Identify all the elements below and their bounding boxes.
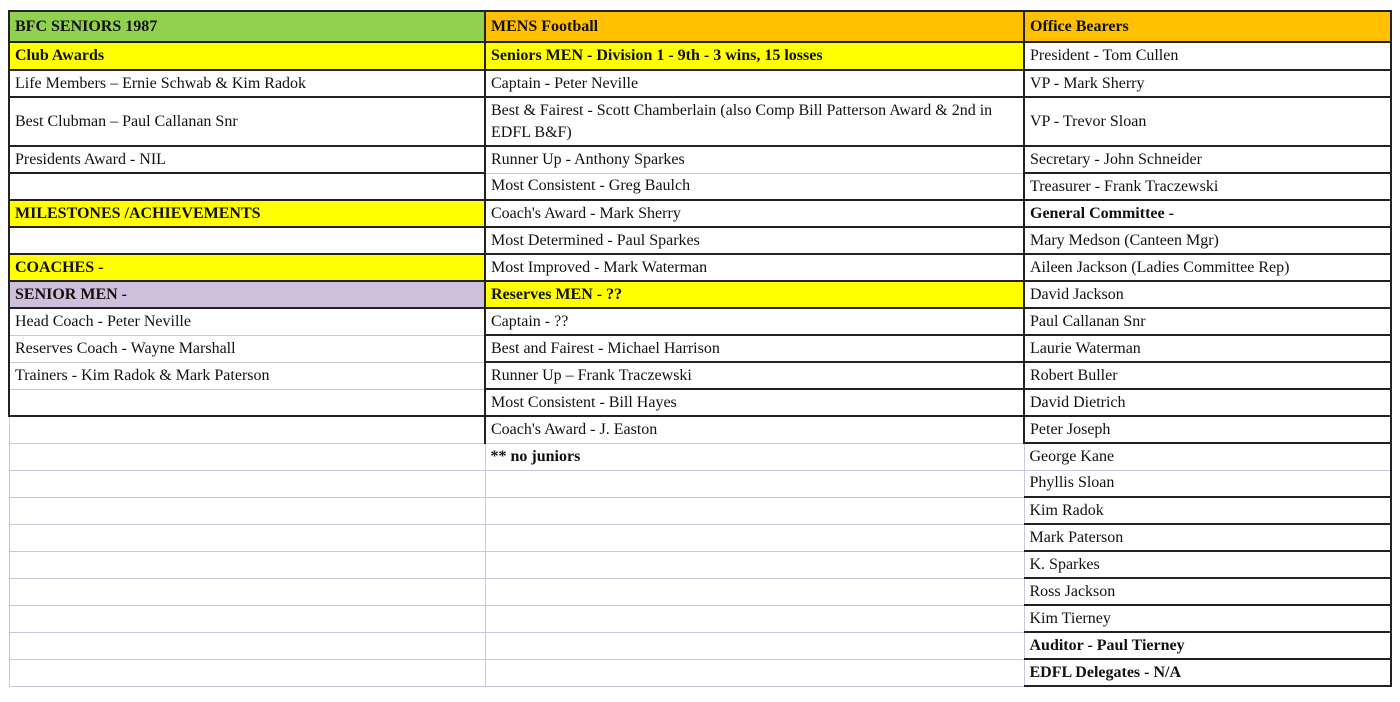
- sheet-cell-col-club[interactable]: Best Clubman – Paul Callanan Snr: [9, 97, 485, 146]
- sheet-cell-col-mens-football[interactable]: Coach's Award - J. Easton: [485, 416, 1024, 443]
- sheet-cell-col-club[interactable]: Trainers - Kim Radok & Mark Paterson: [9, 362, 485, 389]
- sheet-cell-col-club[interactable]: [9, 470, 485, 497]
- sheet-cell-col-mens-football[interactable]: [485, 551, 1024, 578]
- sheet-cell-col-club[interactable]: [9, 443, 485, 470]
- sheet-row: [9, 578, 1391, 605]
- spreadsheet-body: [9, 11, 1391, 686]
- sheet-cell-col-office-bearers[interactable]: David Jackson: [1024, 281, 1391, 308]
- sheet-cell-col-mens-football[interactable]: [485, 470, 1024, 497]
- sheet-cell-col-office-bearers[interactable]: Phyllis Sloan: [1024, 470, 1391, 497]
- sheet-cell-col-club[interactable]: [9, 605, 485, 632]
- sheet-cell-col-club[interactable]: Life Members – Ernie Schwab & Kim Radok: [9, 70, 485, 97]
- sheet-row: [9, 389, 1391, 416]
- sheet-cell-col-club[interactable]: [9, 497, 485, 524]
- sheet-cell-col-office-bearers[interactable]: Treasurer - Frank Traczewski: [1024, 173, 1391, 200]
- sheet-row: [9, 416, 1391, 443]
- sheet-row: [9, 335, 1391, 362]
- spreadsheet-table: [8, 10, 1392, 687]
- sheet-cell-col-mens-football[interactable]: Best and Fairest - Michael Harrison: [485, 335, 1024, 362]
- sheet-cell-col-mens-football[interactable]: MENS Football: [485, 11, 1024, 42]
- sheet-row: [9, 659, 1391, 686]
- sheet-cell-col-club[interactable]: [9, 389, 485, 416]
- sheet-cell-col-office-bearers[interactable]: Kim Radok: [1024, 497, 1391, 524]
- sheet-cell-col-club[interactable]: Reserves Coach - Wayne Marshall: [9, 335, 485, 362]
- sheet-row: [9, 200, 1391, 227]
- sheet-row: [9, 524, 1391, 551]
- sheet-cell-col-office-bearers[interactable]: VP - Trevor Sloan: [1024, 97, 1391, 146]
- sheet-cell-col-mens-football[interactable]: Runner Up - Anthony Sparkes: [485, 146, 1024, 173]
- sheet-cell-col-office-bearers[interactable]: David Dietrich: [1024, 389, 1391, 416]
- sheet-row: [9, 146, 1391, 173]
- sheet-row: [9, 362, 1391, 389]
- sheet-cell-col-office-bearers[interactable]: Secretary - John Schneider: [1024, 146, 1391, 173]
- sheet-row: [9, 11, 1391, 42]
- sheet-cell-col-office-bearers[interactable]: EDFL Delegates - N/A: [1024, 659, 1391, 686]
- sheet-cell-col-mens-football[interactable]: Reserves MEN - ??: [485, 281, 1024, 308]
- sheet-cell-col-office-bearers[interactable]: Laurie Waterman: [1024, 335, 1391, 362]
- sheet-cell-col-office-bearers[interactable]: K. Sparkes: [1024, 551, 1391, 578]
- sheet-cell-col-club[interactable]: [9, 632, 485, 659]
- sheet-cell-col-office-bearers[interactable]: President - Tom Cullen: [1024, 42, 1391, 70]
- sheet-cell-col-office-bearers[interactable]: Robert Buller: [1024, 362, 1391, 389]
- sheet-cell-col-club[interactable]: Club Awards: [9, 42, 485, 70]
- sheet-cell-col-office-bearers[interactable]: Mary Medson (Canteen Mgr): [1024, 227, 1391, 254]
- sheet-cell-col-club[interactable]: Head Coach - Peter Neville: [9, 308, 485, 335]
- sheet-row: [9, 42, 1391, 70]
- sheet-cell-col-club[interactable]: [9, 416, 485, 443]
- sheet-row: [9, 173, 1391, 200]
- sheet-cell-col-mens-football[interactable]: [485, 659, 1024, 686]
- sheet-cell-col-office-bearers[interactable]: General Committee -: [1024, 200, 1391, 227]
- sheet-cell-col-mens-football[interactable]: Seniors MEN - Division 1 - 9th - 3 wins, 15 losses: [485, 42, 1024, 70]
- sheet-cell-col-mens-football[interactable]: Most Improved - Mark Waterman: [485, 254, 1024, 281]
- sheet-cell-col-club[interactable]: Presidents Award - NIL: [9, 146, 485, 173]
- sheet-cell-col-office-bearers[interactable]: Ross Jackson: [1024, 578, 1391, 605]
- sheet-row: [9, 605, 1391, 632]
- sheet-cell-col-club[interactable]: SENIOR MEN -: [9, 281, 485, 308]
- sheet-cell-col-club[interactable]: BFC SENIORS 1987: [9, 11, 485, 42]
- sheet-cell-col-club[interactable]: COACHES -: [9, 254, 485, 281]
- sheet-cell-col-office-bearers[interactable]: Office Bearers: [1024, 11, 1391, 42]
- sheet-row: [9, 281, 1391, 308]
- sheet-row: [9, 632, 1391, 659]
- sheet-row: [9, 497, 1391, 524]
- sheet-cell-col-office-bearers[interactable]: Auditor - Paul Tierney: [1024, 632, 1391, 659]
- sheet-cell-col-office-bearers[interactable]: Peter Joseph: [1024, 416, 1391, 443]
- sheet-row: [9, 551, 1391, 578]
- sheet-cell-col-mens-football[interactable]: Captain - ??: [485, 308, 1024, 335]
- sheet-cell-col-club[interactable]: [9, 524, 485, 551]
- sheet-cell-col-mens-football[interactable]: Most Determined - Paul Sparkes: [485, 227, 1024, 254]
- sheet-cell-col-club[interactable]: [9, 551, 485, 578]
- sheet-cell-col-office-bearers[interactable]: Aileen Jackson (Ladies Committee Rep): [1024, 254, 1391, 281]
- sheet-cell-col-club[interactable]: [9, 173, 485, 200]
- sheet-row: [9, 254, 1391, 281]
- sheet-cell-col-club[interactable]: MILESTONES /ACHIEVEMENTS: [9, 200, 485, 227]
- sheet-cell-col-mens-football[interactable]: ** no juniors: [485, 443, 1024, 470]
- sheet-cell-col-club[interactable]: [9, 578, 485, 605]
- sheet-cell-col-mens-football[interactable]: Captain - Peter Neville: [485, 70, 1024, 97]
- sheet-cell-col-office-bearers[interactable]: Paul Callanan Snr: [1024, 308, 1391, 335]
- sheet-cell-col-office-bearers[interactable]: Mark Paterson: [1024, 524, 1391, 551]
- sheet-cell-col-mens-football[interactable]: [485, 497, 1024, 524]
- sheet-cell-col-mens-football[interactable]: Most Consistent - Bill Hayes: [485, 389, 1024, 416]
- sheet-cell-col-mens-football[interactable]: [485, 578, 1024, 605]
- sheet-cell-col-club[interactable]: [9, 659, 485, 686]
- sheet-cell-col-office-bearers[interactable]: Kim Tierney: [1024, 605, 1391, 632]
- sheet-row: [9, 470, 1391, 497]
- sheet-row: [9, 308, 1391, 335]
- sheet-row: [9, 70, 1391, 97]
- sheet-cell-col-mens-football[interactable]: Coach's Award - Mark Sherry: [485, 200, 1024, 227]
- sheet-cell-col-club[interactable]: [9, 227, 485, 254]
- sheet-cell-col-mens-football[interactable]: Best & Fairest - Scott Chamberlain (also Comp Bill Patterson Award & 2nd in EDFL B&F): [485, 97, 1024, 146]
- sheet-cell-col-mens-football[interactable]: [485, 632, 1024, 659]
- sheet-cell-col-mens-football[interactable]: [485, 524, 1024, 551]
- sheet-cell-col-office-bearers[interactable]: George Kane: [1024, 443, 1391, 470]
- sheet-cell-col-mens-football[interactable]: [485, 605, 1024, 632]
- sheet-cell-col-mens-football[interactable]: Most Consistent - Greg Baulch: [485, 173, 1024, 200]
- sheet-cell-col-office-bearers[interactable]: VP - Mark Sherry: [1024, 70, 1391, 97]
- sheet-cell-col-mens-football[interactable]: Runner Up – Frank Traczewski: [485, 362, 1024, 389]
- sheet-row: [9, 443, 1391, 470]
- sheet-row: [9, 97, 1391, 146]
- sheet-row: [9, 227, 1391, 254]
